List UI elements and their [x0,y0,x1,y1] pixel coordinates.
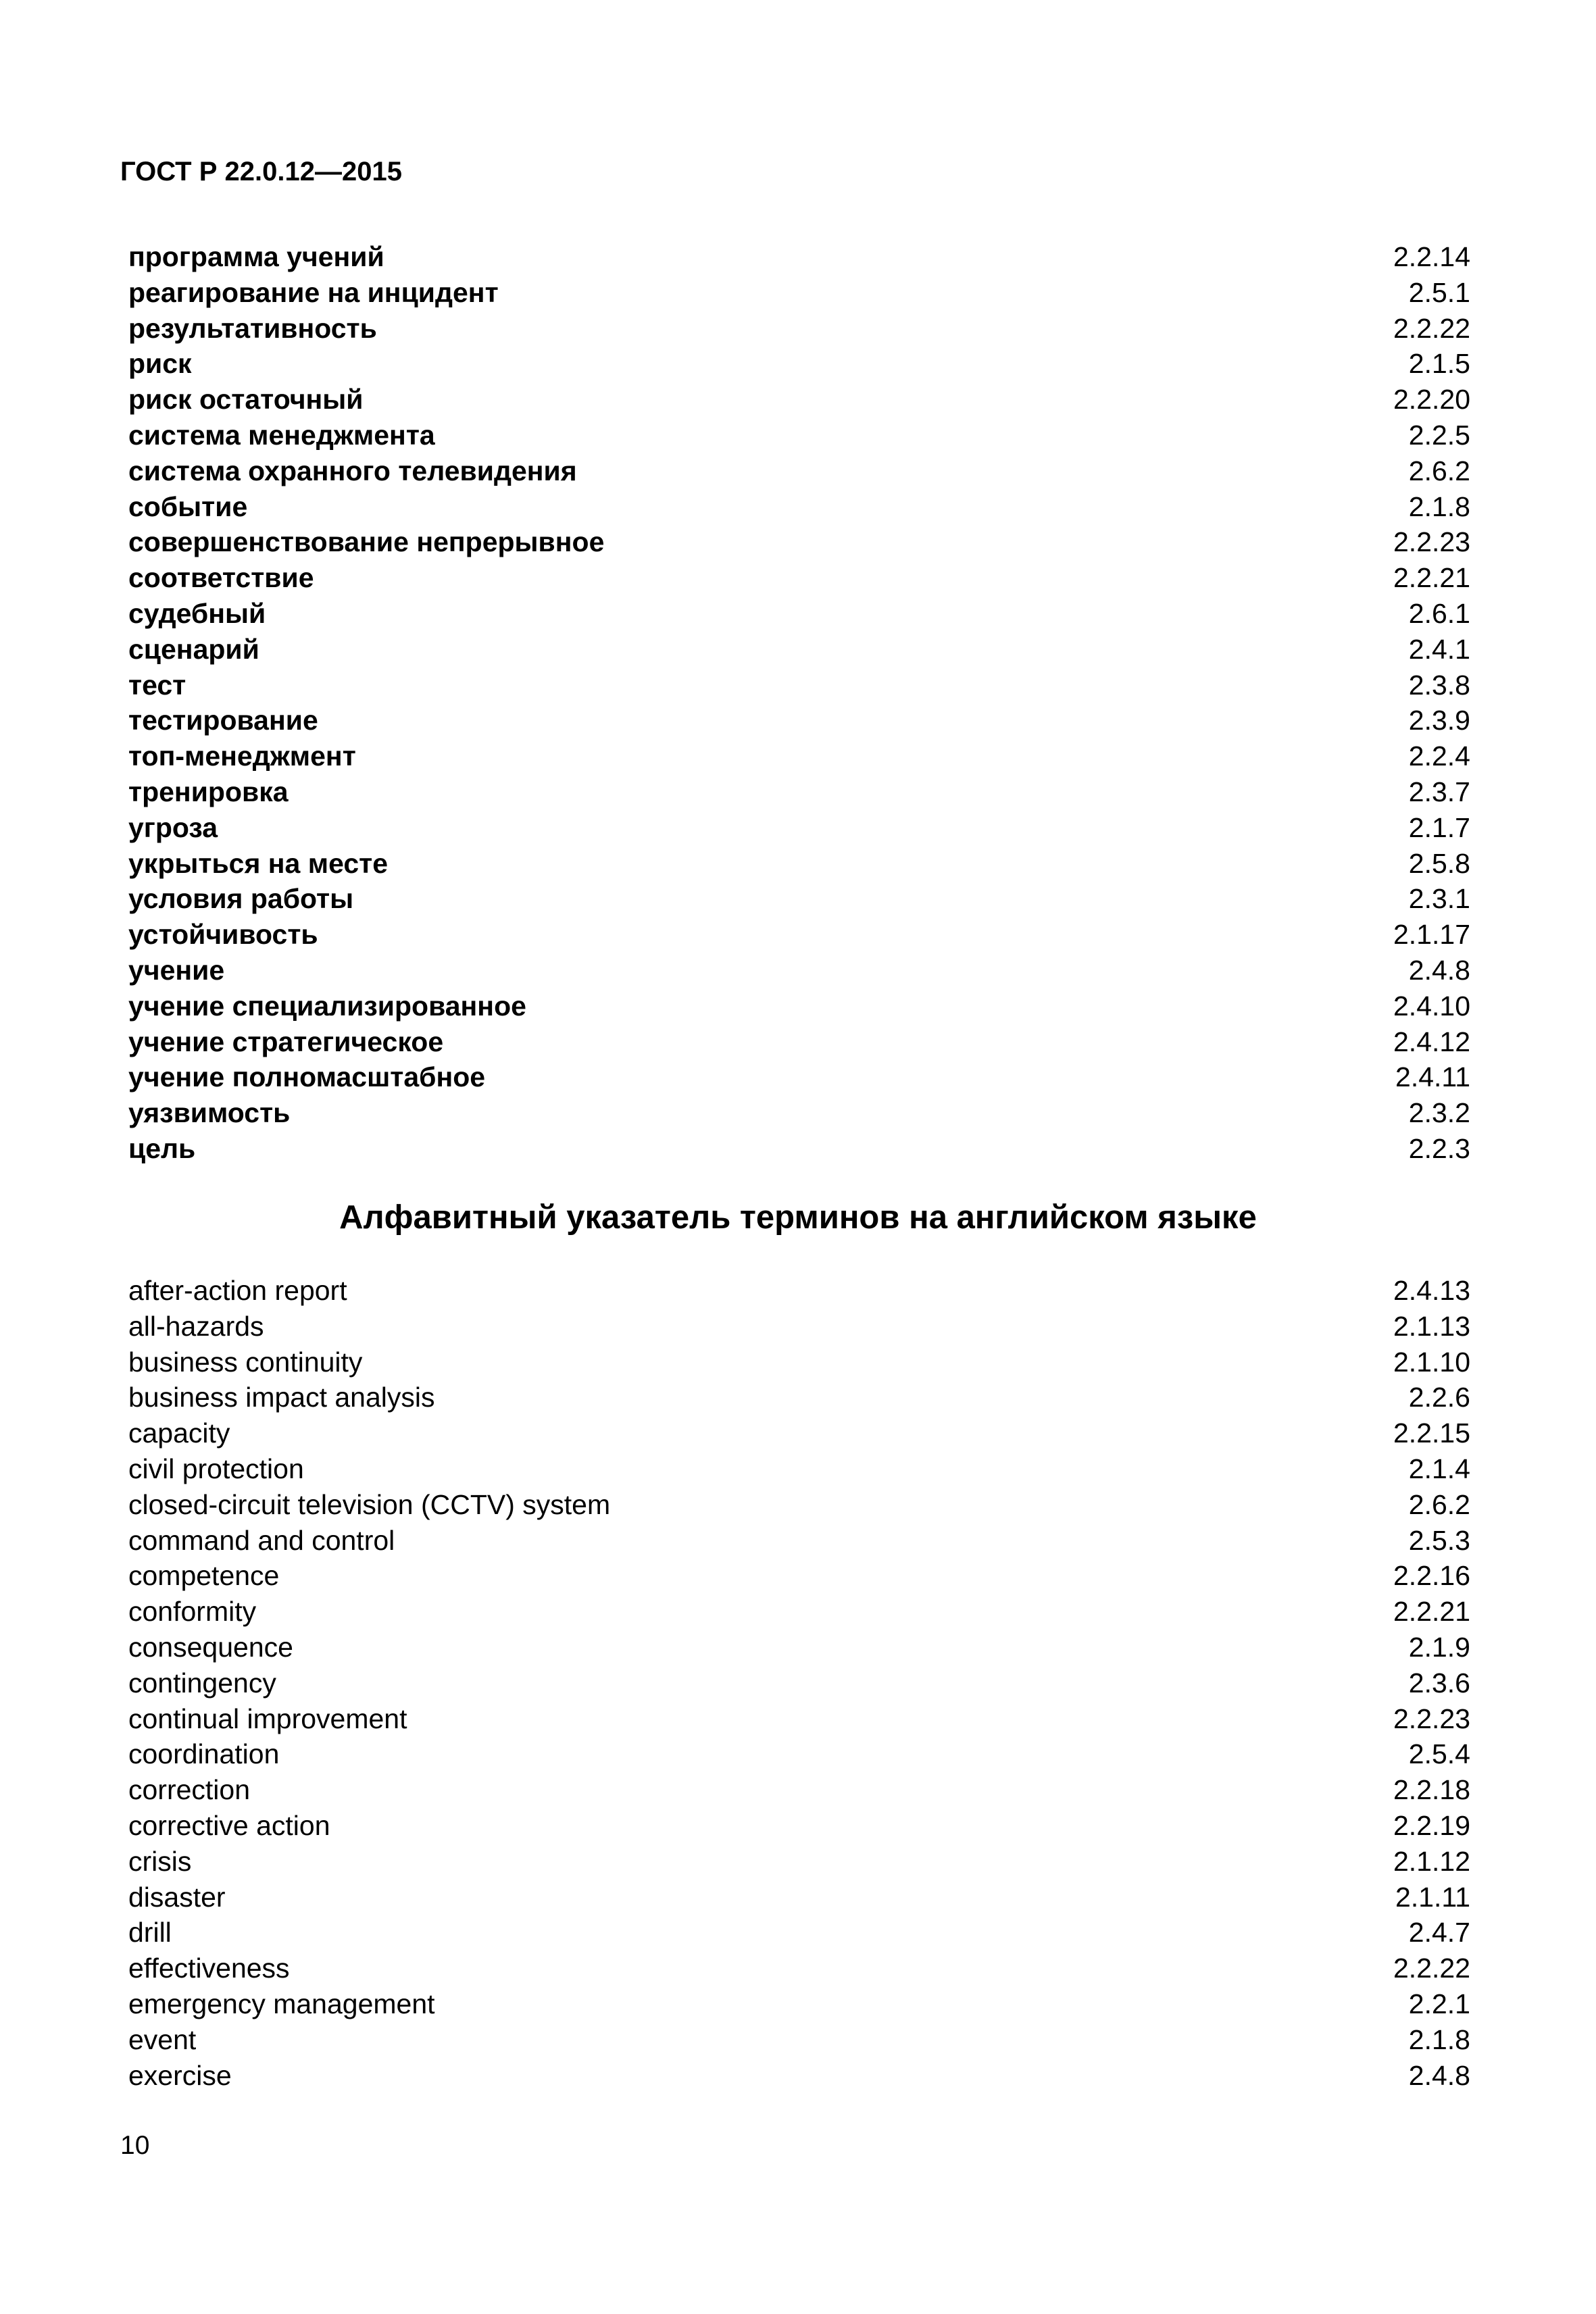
index-term: crisis [128,1845,192,1877]
index-term: closed-circuit television (CCTV) system [128,1488,611,1520]
index-reference: 2.1.9 [1408,1631,1470,1663]
index-term: disaster [128,1881,226,1913]
index-entry [128,846,1470,882]
index-reference: 2.2.1 [1408,1988,1470,2019]
index-term: continual improvement [128,1703,407,1734]
index-entry [128,1594,1470,1630]
index-entry [128,1915,1470,1951]
index-entry [128,346,1470,382]
index-term: exercise [128,2059,232,2091]
index-entry [128,1059,1470,1095]
index-entry [128,2022,1470,2058]
index-entry [128,560,1470,596]
index-entry [128,1273,1470,1309]
index-entry [128,881,1470,917]
index-reference: 2.5.3 [1408,1524,1470,1556]
index-term: результативность [128,312,377,344]
index-entry [128,275,1470,311]
index-reference: 2.6.1 [1408,597,1470,629]
index-reference: 2.4.12 [1393,1026,1470,1057]
index-entry [128,1131,1470,1167]
index-entry [128,1701,1470,1737]
index-entry [128,1665,1470,1701]
index-term: capacity [128,1417,230,1449]
index-reference: 2.2.23 [1393,526,1470,558]
index-term: civil protection [128,1453,304,1484]
index-entry [128,774,1470,810]
index-term: уязвимость [128,1097,291,1129]
index-term: программа учений [128,241,384,272]
index-term: тренировка [128,776,289,807]
index-term: command and control [128,1524,395,1556]
index-term: тест [128,669,186,701]
index-entry [128,1487,1470,1523]
index-entry [128,1986,1470,2022]
index-term: coordination [128,1738,280,1770]
index-entry [128,1808,1470,1844]
index-entry [128,1630,1470,1665]
index-reference: 2.1.17 [1393,919,1470,951]
index-term: устойчивость [128,919,318,951]
index-term: сценарий [128,633,259,665]
index-term: учение специализированное [128,990,526,1022]
index-entry [128,1951,1470,1986]
page-number: 10 [120,2131,150,2160]
index-entry [128,1844,1470,1880]
index-entry [128,953,1470,988]
index-entry [128,1309,1470,1344]
index-entry [128,1024,1470,1060]
index-reference: 2.4.1 [1408,633,1470,665]
index-entry [128,1380,1470,1415]
index-term: топ-менеджмент [128,740,356,772]
index-term: реагирование на инцидент [128,276,499,308]
index-term: условия работы [128,883,354,915]
index-reference: 2.4.10 [1393,990,1470,1022]
index-entry [128,418,1470,453]
index-term: business continuity [128,1346,363,1378]
index-entry [128,1880,1470,1915]
index-term: тестирование [128,705,318,736]
index-term: emergency management [128,1988,435,2019]
index-term: угроза [128,811,218,843]
index-reference: 2.3.7 [1408,776,1470,807]
index-term: цель [128,1132,196,1164]
index-reference: 2.2.23 [1393,1703,1470,1734]
index-reference: 2.6.2 [1408,1488,1470,1520]
index-entry [128,311,1470,347]
index-term: система охранного телевидения [128,455,577,486]
index-term: учение стратегическое [128,1026,444,1057]
index-term: учение [128,954,225,986]
russian-term-index [128,239,1470,1167]
index-entry [128,668,1470,703]
index-reference: 2.2.14 [1393,241,1470,272]
index-term: effectiveness [128,1953,290,1984]
index-entry [128,1415,1470,1451]
index-entry [128,632,1470,668]
index-reference: 2.2.19 [1393,1809,1470,1841]
index-reference: 2.1.5 [1408,348,1470,380]
index-reference: 2.2.5 [1408,419,1470,451]
index-term: event [128,2023,197,2055]
index-term: совершенствование непрерывное [128,526,605,558]
index-entry [128,988,1470,1024]
index-reference: 2.4.8 [1408,2059,1470,2091]
index-reference: 2.4.11 [1395,1061,1470,1093]
index-reference: 2.5.4 [1408,1738,1470,1770]
index-reference: 2.4.8 [1408,954,1470,986]
index-entry [128,489,1470,525]
index-entry [128,917,1470,953]
index-reference: 2.1.4 [1408,1453,1470,1484]
index-term: укрыться на месте [128,847,389,879]
index-entry [128,1451,1470,1487]
index-entry [128,703,1470,738]
document-header: ГОСТ Р 22.0.12—2015 [120,157,402,186]
index-term: business impact analysis [128,1382,435,1413]
index-reference: 2.2.4 [1408,740,1470,772]
index-reference: 2.4.13 [1393,1275,1470,1306]
index-entry [128,738,1470,774]
index-term: correction [128,1774,251,1806]
index-reference: 2.2.16 [1393,1560,1470,1592]
index-reference: 2.5.8 [1408,847,1470,879]
index-reference: 2.2.6 [1408,1382,1470,1413]
index-entry [128,2058,1470,2094]
index-term: conformity [128,1596,257,1628]
index-term: риск остаточный [128,384,364,416]
index-reference: 2.3.6 [1408,1667,1470,1699]
index-entry [128,1344,1470,1380]
index-reference: 2.5.1 [1408,276,1470,308]
index-term: риск [128,348,192,380]
index-reference: 2.2.22 [1393,1953,1470,1984]
index-entry [128,1736,1470,1772]
index-entry [128,1772,1470,1808]
index-reference: 2.1.10 [1393,1346,1470,1378]
index-reference: 2.2.20 [1393,384,1470,416]
index-reference: 2.1.13 [1393,1310,1470,1342]
index-term: drill [128,1917,172,1948]
index-term: competence [128,1560,280,1592]
index-term: after-action report [128,1275,347,1306]
index-entry [128,1558,1470,1594]
index-term: судебный [128,597,266,629]
index-term: contingency [128,1667,276,1699]
english-term-index [128,1273,1470,2093]
index-reference: 2.2.21 [1393,1596,1470,1628]
index-entry [128,453,1470,489]
index-reference: 2.6.2 [1408,455,1470,486]
index-entry [128,1523,1470,1559]
index-reference: 2.1.8 [1408,491,1470,522]
index-reference: 2.1.8 [1408,2023,1470,2055]
english-index-title: Алфавитный указатель терминов на английском языке [339,1199,1257,1236]
index-term: all-hazards [128,1310,264,1342]
index-term: учение полномасштабное [128,1061,486,1093]
index-term: система менеджмента [128,419,435,451]
index-reference: 2.2.21 [1393,562,1470,594]
index-entry [128,596,1470,632]
index-reference: 2.3.2 [1408,1097,1470,1129]
index-reference: 2.2.3 [1408,1132,1470,1164]
index-term: consequence [128,1631,293,1663]
index-reference: 2.1.11 [1395,1881,1470,1913]
index-reference: 2.2.18 [1393,1774,1470,1806]
index-entry [128,239,1470,275]
index-entry [128,1095,1470,1131]
index-reference: 2.1.7 [1408,811,1470,843]
index-reference: 2.2.22 [1393,312,1470,344]
index-reference: 2.3.9 [1408,705,1470,736]
index-reference: 2.2.15 [1393,1417,1470,1449]
index-reference: 2.4.7 [1408,1917,1470,1948]
index-term: событие [128,491,248,522]
index-reference: 2.3.8 [1408,669,1470,701]
index-reference: 2.1.12 [1393,1845,1470,1877]
index-term: corrective action [128,1809,330,1841]
index-term: соответствие [128,562,314,594]
index-entry [128,810,1470,846]
index-entry [128,524,1470,560]
index-entry [128,382,1470,418]
index-reference: 2.3.1 [1408,883,1470,915]
